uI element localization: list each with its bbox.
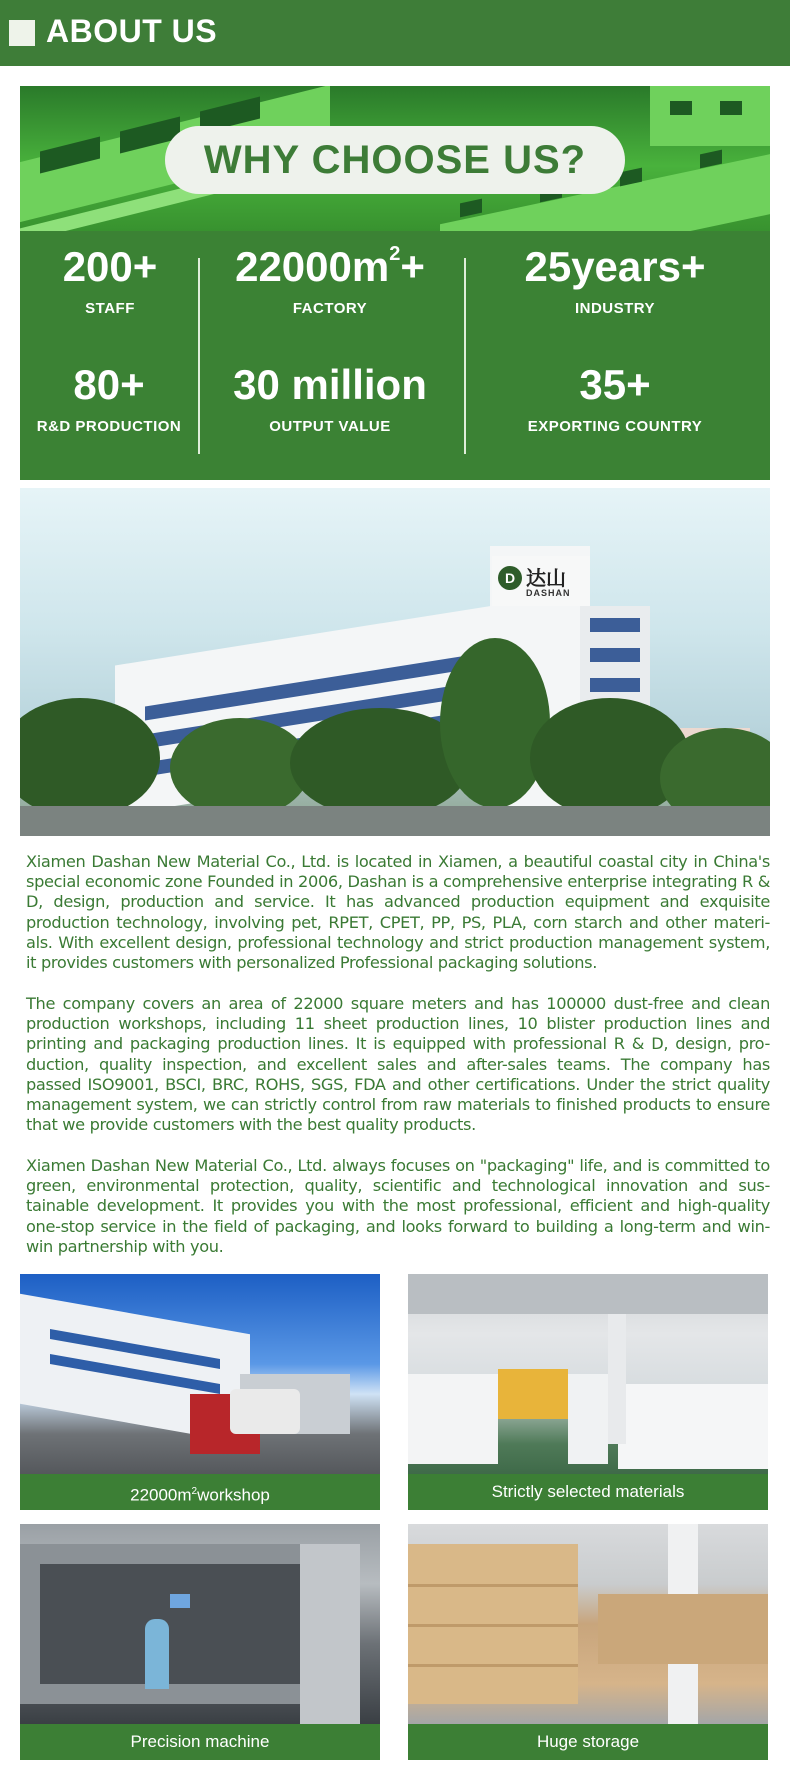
stat-factory: [210, 243, 450, 317]
feature-caption: Huge storage: [408, 1724, 768, 1760]
company-logo-icon: D: [498, 566, 522, 590]
stat-label: OUTPUT VALUE: [269, 418, 391, 435]
feature-card-machine: [20, 1524, 380, 1760]
page-title: ABOUT US: [46, 13, 218, 49]
why-choose-us-title: WHY CHOOSE US?: [203, 138, 587, 182]
stat-number: 30 million: [233, 361, 427, 408]
stat-number: $22000m^2+$: [235, 243, 425, 290]
stat-number: 25years+: [524, 243, 706, 290]
header-square-icon: [9, 20, 35, 46]
stat-label: R&D PRODUCTION: [36, 418, 182, 435]
why-choose-us-panel: [20, 86, 770, 480]
stat-exporting-country: [480, 361, 750, 435]
feature-card-workshop: [20, 1274, 380, 1510]
stat-label: STAFF: [85, 300, 135, 317]
company-building-photo: [20, 488, 770, 836]
feature-caption: $22000m^2workshop$: [20, 1474, 380, 1510]
stat-industry: [480, 243, 750, 317]
stat-staff: [30, 243, 190, 317]
company-sign: [492, 556, 590, 606]
why-choose-us-heading: [165, 126, 625, 194]
stats-divider: [198, 258, 200, 454]
company-sign-text: 达山: [526, 566, 566, 590]
stat-number: 80+: [73, 361, 145, 408]
machine-image: [20, 1524, 380, 1724]
stat-label: FACTORY: [292, 300, 368, 317]
stat-rd-production: [22, 361, 196, 435]
description-paragraph: Xiamen Dashan New Material Co., Ltd. is located in Xiamen, a beautiful coastal city in China's special economic zone Founded in 2006, Dashan is a comprehensive enterprise integrating R & D, design, production and service. It has advanced production equipment and exquisite production technology, involving pet, RPET, CPET, PP, PS, PLA, corn starch and other materi-als. With excellent design, professional technology and strict production management system, it provides customers with personalized Professional packaging solutions.: [26, 852, 770, 973]
company-sign-subtext: DASHAN: [526, 588, 571, 598]
description-paragraph: The company covers an area of 22000 square meters and has 100000 dust-free and clean production workshops, including 11 sheet production lines, 10 blister production lines and printing and packaging production lines. It is equipped with professional R & D, design, pro-duction, quality inspection, and excellent sales and after-sales teams. The company has passed ISO9001, BSCI, BRC, ROHS, SGS, FDA and other certifications. Under the strict quality management system, we can strictly control from raw materials to finished products to ensure that we provide customers with the best quality products.: [26, 994, 770, 1135]
stat-output-value: [210, 361, 450, 435]
description-paragraph: Xiamen Dashan New Material Co., Ltd. always focuses on "packaging" life, and is committed to green, environmental protection, quality, scientific and technological innovation and sus-tainable development. It provides you with the most professional, efficient and high-quality one-stop service in the field of packaging, and looks forward to building a long-term and win-win partnership with you.: [26, 1156, 770, 1256]
storage-image: [408, 1524, 768, 1724]
stat-label: INDUSTRY: [574, 300, 656, 317]
feature-caption: Strictly selected materials: [408, 1474, 768, 1510]
stat-number: 200+: [62, 243, 158, 290]
feature-caption: Precision machine: [20, 1724, 380, 1760]
feature-card-storage: [408, 1524, 768, 1760]
stats-divider: [464, 258, 466, 454]
workshop-image: [20, 1274, 380, 1474]
feature-card-materials: [408, 1274, 768, 1510]
stat-number: 35+: [579, 361, 651, 408]
page-header: [0, 0, 790, 66]
stat-label: EXPORTING COUNTRY: [527, 418, 703, 435]
materials-image: [408, 1274, 768, 1474]
